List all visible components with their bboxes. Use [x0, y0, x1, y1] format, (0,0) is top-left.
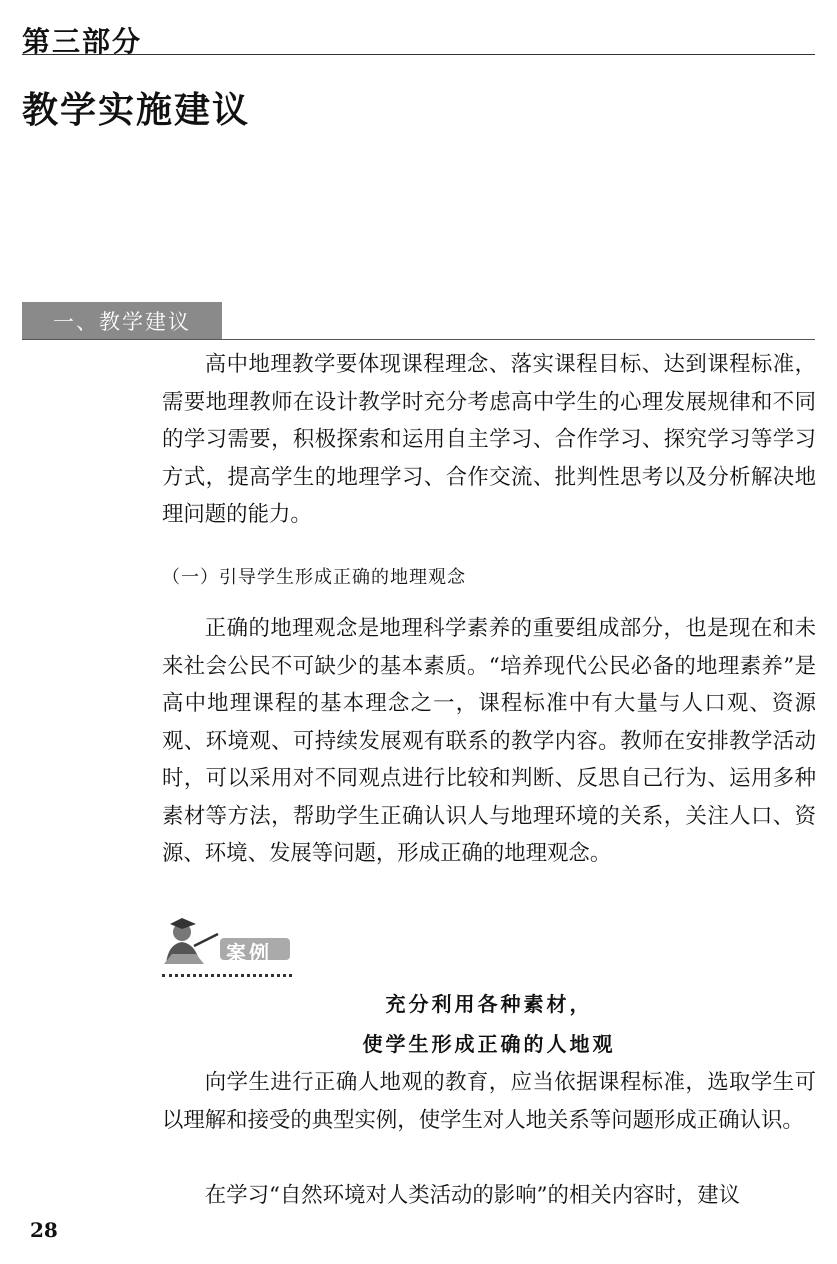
- subsection-heading: （一）引导学生形成正确的地理观念: [162, 567, 466, 588]
- case-label-text: 案例: [226, 941, 272, 965]
- case-label: [160, 918, 300, 968]
- page-title: 教学实施建议: [22, 89, 251, 131]
- page-number: 28: [30, 1218, 58, 1242]
- section-tab: 一、教学建议: [22, 302, 222, 340]
- case-title-line-1: 充分利用各种素材，: [385, 992, 593, 1016]
- part-header: 第三部分: [22, 25, 143, 58]
- case-paragraph-2: 在学习“自然环境对人类活动的影响”的相关内容时，建议: [204, 1183, 741, 1208]
- case-paragraph-1: 向学生进行正确人地观的教育，应当依据课程标准，选取学生可以理解和接受的典型实例，使学生对人地关系等问题形成正确认识。: [162, 1070, 816, 1133]
- case-title-line-2: 使学生形成正确的人地观: [362, 1032, 616, 1056]
- case-dotted-divider: [162, 974, 292, 977]
- subsection-paragraph: 正确的地理观念是地理科学素养的重要组成部分，也是现在和未来社会公民不可缺少的基本素质。“培养现代公民必备的地理素养”是高中地理课程的基本理念之一，课程标准中有大量与人口观、资源观、环境观、可持续发展观有联系的教学内容。教师在安排教学活动时，可以采用对不同观点进行比较和判断、反思自己行为、运用多种素材等方法，帮助学生正确认识人与地理环境的关系，关注人口、资源、环境、发展等问题，形成正确的地理观念。: [162, 616, 816, 866]
- section-rule: [22, 339, 815, 340]
- header-rule: [22, 54, 815, 55]
- intro-paragraph: 高中地理教学要体现课程理念、落实课程目标、达到课程标准，需要地理教师在设计教学时充分考虑高中学生的心理发展规律和不同的学习需要，积极探索和运用自主学习、合作学习、探究学习等学习方式，提高学生的地理学习、合作交流、批判性思考以及分析解决地理问题的能力。: [162, 352, 816, 527]
